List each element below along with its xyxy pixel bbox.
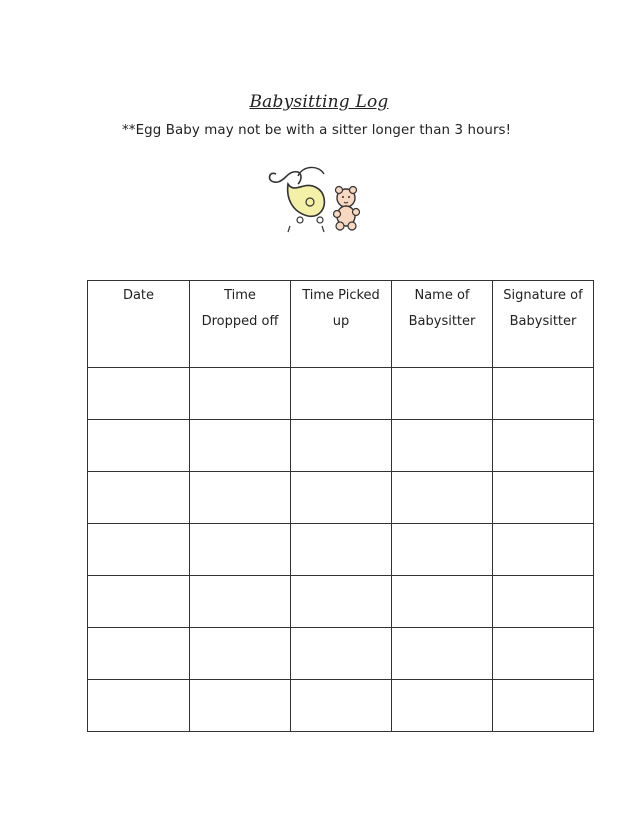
column-header-line2: Babysitter xyxy=(408,314,476,329)
log-entry-cell[interactable] xyxy=(392,576,493,628)
log-entry-cell[interactable] xyxy=(88,420,190,472)
column-header-line2: Babysitter xyxy=(509,314,577,329)
table-row xyxy=(88,472,594,524)
log-entry-cell[interactable] xyxy=(493,576,594,628)
column-header-line2: up xyxy=(332,314,350,329)
column-header-line2: Dropped off xyxy=(201,314,279,329)
column-header-line1: Time xyxy=(224,288,256,303)
table-body xyxy=(88,368,594,732)
log-entry-cell[interactable] xyxy=(392,628,493,680)
column-header-line1: Time Picked xyxy=(302,288,380,303)
log-entry-cell[interactable] xyxy=(392,680,493,732)
log-entry-cell[interactable] xyxy=(392,472,493,524)
table-header-row xyxy=(88,281,594,368)
column-header-babysitter-name xyxy=(392,281,493,368)
babysitting-log-table xyxy=(87,280,594,732)
log-entry-cell[interactable] xyxy=(493,680,594,732)
log-entry-cell[interactable] xyxy=(190,576,291,628)
column-header-line1: Name of xyxy=(414,288,470,303)
column-header-babysitter-signature xyxy=(493,281,594,368)
log-entry-cell[interactable] xyxy=(493,524,594,576)
log-entry-cell[interactable] xyxy=(291,368,392,420)
log-entry-cell[interactable] xyxy=(88,472,190,524)
page-title: Babysitting Log xyxy=(249,92,389,112)
log-entry-cell[interactable] xyxy=(190,524,291,576)
log-entry-cell[interactable] xyxy=(88,628,190,680)
table-row xyxy=(88,628,594,680)
warning-note: **Egg Baby may not be with a sitter longer than 3 hours! xyxy=(122,123,512,138)
log-entry-cell[interactable] xyxy=(190,420,291,472)
table-row xyxy=(88,680,594,732)
log-entry-cell[interactable] xyxy=(190,472,291,524)
column-header-line1: Date xyxy=(122,288,155,303)
log-entry-cell[interactable] xyxy=(190,680,291,732)
log-entry-cell[interactable] xyxy=(88,680,190,732)
table-row xyxy=(88,524,594,576)
log-entry-cell[interactable] xyxy=(88,524,190,576)
log-entry-cell[interactable] xyxy=(88,368,190,420)
log-entry-cell[interactable] xyxy=(392,524,493,576)
log-entry-cell[interactable] xyxy=(291,472,392,524)
log-entry-cell[interactable] xyxy=(392,368,493,420)
log-entry-cell[interactable] xyxy=(493,368,594,420)
log-entry-cell[interactable] xyxy=(493,472,594,524)
stroller-and-teddy-bear-icon xyxy=(262,162,368,234)
table-row xyxy=(88,368,594,420)
table-row xyxy=(88,576,594,628)
log-entry-cell[interactable] xyxy=(291,524,392,576)
column-header-time-dropped-off xyxy=(190,281,291,368)
log-entry-cell[interactable] xyxy=(392,420,493,472)
column-header-time-picked-up xyxy=(291,281,392,368)
log-entry-cell[interactable] xyxy=(291,680,392,732)
log-entry-cell[interactable] xyxy=(291,420,392,472)
log-entry-cell[interactable] xyxy=(88,576,190,628)
log-entry-cell[interactable] xyxy=(493,628,594,680)
log-entry-cell[interactable] xyxy=(190,368,291,420)
log-entry-cell[interactable] xyxy=(190,628,291,680)
column-header-date xyxy=(88,281,190,368)
log-entry-cell[interactable] xyxy=(291,628,392,680)
log-entry-cell[interactable] xyxy=(291,576,392,628)
column-header-line1: Signature of xyxy=(503,288,583,303)
table-row xyxy=(88,420,594,472)
log-entry-cell[interactable] xyxy=(493,420,594,472)
